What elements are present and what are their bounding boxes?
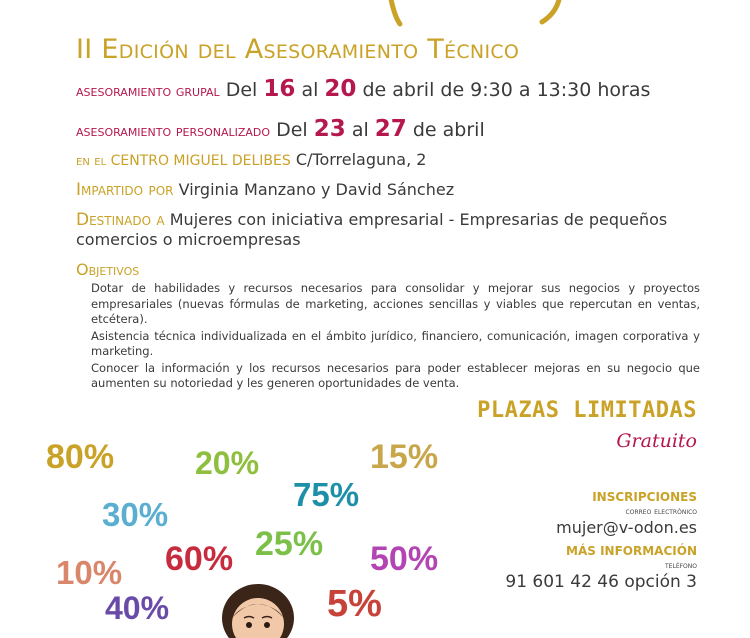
girl-illustration — [218, 578, 298, 638]
grupal-label: asesoramiento grupal — [76, 82, 220, 100]
grupal-schedule: de abril de 9:30 a 13:30 horas — [362, 79, 651, 101]
objetivo-item: Conocer la información y los recursos necesarios para poder establecer mejoras en su negocio que aumenten su notoriedad y les generen oportunidades de venta. — [91, 360, 700, 390]
centro-label: en el CENTRO MIGUEL DELIBES — [76, 153, 291, 169]
percent-25: 25% — [255, 525, 324, 563]
percent-60: 60% — [165, 540, 234, 578]
centro-row — [76, 150, 426, 169]
percent-10: 10% — [56, 554, 123, 591]
destinado-label: Destinado a — [76, 210, 165, 230]
correo-label: correo electrónico — [625, 507, 697, 517]
impartido-label: Impartido por — [76, 180, 174, 200]
mas-info-heading: MÁS INFORMACIÓN — [566, 544, 697, 558]
decorative-swoosh — [360, 0, 590, 28]
objetivo-item: Asistencia técnica individualizada en el ámbito jurídico, financiero, comunicación, imagen corporativa y marketing. — [91, 328, 700, 358]
destinado-row — [76, 210, 716, 250]
percent-40: 40% — [105, 590, 170, 626]
objetivo-item: Dotar de habilidades y recursos necesarios para consolidar y mejorar sus negocios y proyectos empresariales (nuevas fórmulas de marketing, acciones sencillas y viables que repercutan en ventas, etcétera). — [91, 281, 700, 326]
personalizado-al: al — [351, 119, 369, 141]
gratuito-label: Gratuito — [616, 430, 697, 452]
plazas-limitadas: PLAZAS LIMITADAS — [477, 398, 697, 423]
inscripciones-heading: INSCRIPCIONES — [592, 490, 697, 504]
percent-50: 50% — [370, 540, 439, 578]
objetivos-list — [91, 281, 700, 393]
grupal-day-end: 20 — [324, 76, 357, 102]
centro-address: C/Torrelaguna, 2 — [295, 150, 427, 169]
percent-15: 15% — [370, 438, 439, 476]
impartido-names: Virginia Manzano y David Sánchez — [178, 180, 455, 199]
email-link[interactable]: mujer@v-odon.es — [556, 518, 697, 537]
percent-80: 80% — [46, 438, 115, 476]
percent-20: 20% — [195, 445, 260, 481]
percent-5: 5% — [327, 583, 382, 625]
grupal-day-start: 16 — [263, 76, 296, 102]
page-title: II Edición del Asesoramiento Técnico — [76, 34, 520, 65]
objetivos-heading: Objetivos — [76, 260, 140, 279]
destinado-value: Mujeres con iniciativa empresarial - Empresarias de pequeños comercios o microempresas — [76, 210, 668, 249]
telefono-label: teléfono — [665, 561, 697, 571]
personalizado-row — [76, 116, 485, 142]
grupal-del: Del — [225, 79, 258, 101]
personalizado-label: asesoramiento personalizado — [76, 122, 271, 140]
impartido-row — [76, 180, 454, 200]
percent-75: 75% — [293, 476, 360, 513]
grupal-row — [76, 76, 650, 102]
percent-30: 30% — [102, 496, 169, 533]
grupal-al: al — [301, 79, 319, 101]
personalizado-schedule: de abril — [412, 119, 485, 141]
personalizado-del: Del — [276, 119, 308, 141]
phone-number[interactable]: 91 601 42 46 opción 3 — [505, 572, 697, 592]
personalizado-day-end: 27 — [374, 116, 407, 142]
personalizado-day-start: 23 — [313, 116, 346, 142]
